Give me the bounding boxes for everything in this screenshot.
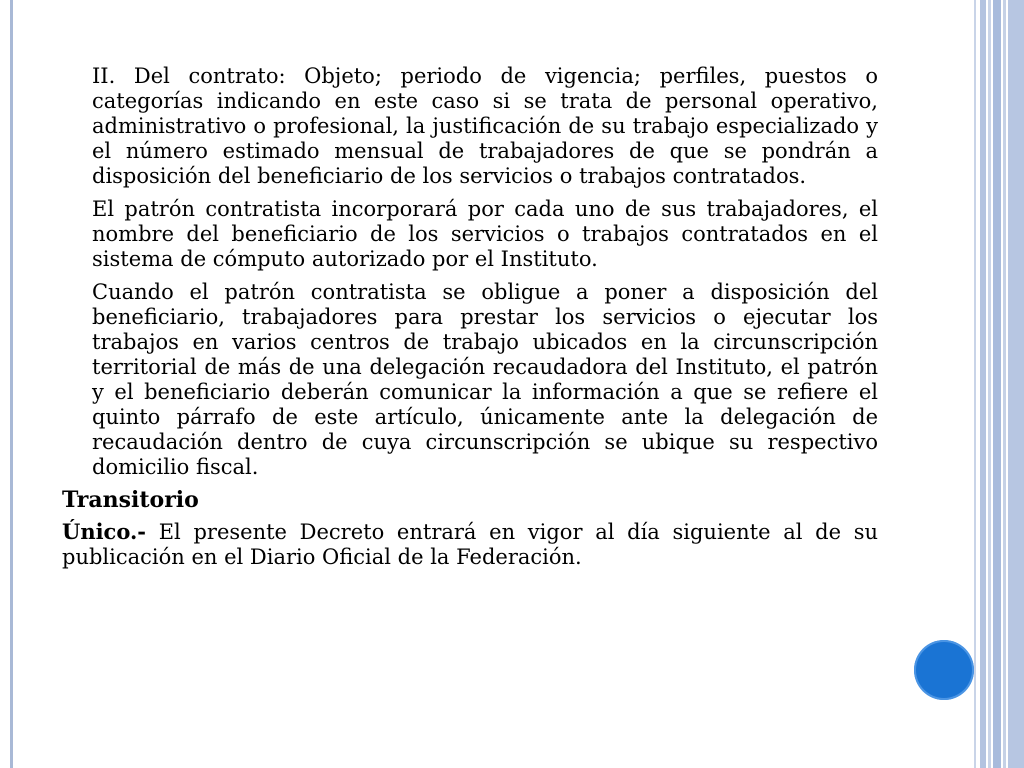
slide-body	[62, 64, 878, 570]
right-border-stripe	[988, 0, 991, 768]
decorative-circle	[914, 640, 974, 700]
unico-text: El presente Decreto entrará en vigor al día siguiente al de su publicación en el Diario Oficial de la Federación.	[62, 520, 878, 569]
right-border-stripe	[1008, 0, 1024, 768]
paragraph-disposicion: Cuando el patrón contratista se obligue a poner a disposición del beneficiario, trabajadores para prestar los servicios o ejecutar los trabajos en varios centros de trabajo ubicados en la circunscripción territorial de más de una delegación recaudadora del Instituto, el patrón y el beneficiario deberán comunicar la información a que se refiere el quinto párrafo de este artículo, únicamente ante la delegación de recaudación dentro de cuya circunscripción se ubique su respectivo domicilio fiscal.	[92, 280, 878, 479]
left-border-line	[10, 0, 13, 768]
right-border-stripe	[974, 0, 976, 768]
paragraph-contrato: II. Del contrato: Objeto; periodo de vigencia; perfiles, puestos o categorías indicando en este caso si se trata de personal operativo, administrativo o profesional, la justificación de su trabajo especializado y el número estimado mensual de trabajadores de que se pondrán a disposición del beneficiario de los servicios o trabajos contratados.	[92, 64, 878, 188]
unico-label: Único.-	[62, 519, 147, 544]
right-border-stripe	[980, 0, 986, 768]
unico-paragraph	[62, 519, 878, 570]
paragraph-patron-contratista: El patrón contratista incorporará por cada uno de sus trabajadores, el nombre del beneficiario de los servicios o trabajos contratados en el sistema de cómputo autorizado por el Instituto.	[92, 197, 878, 271]
transitorio-heading: Transitorio	[62, 487, 199, 513]
right-border-stripe	[1003, 0, 1006, 768]
right-border-stripe	[993, 0, 1001, 768]
